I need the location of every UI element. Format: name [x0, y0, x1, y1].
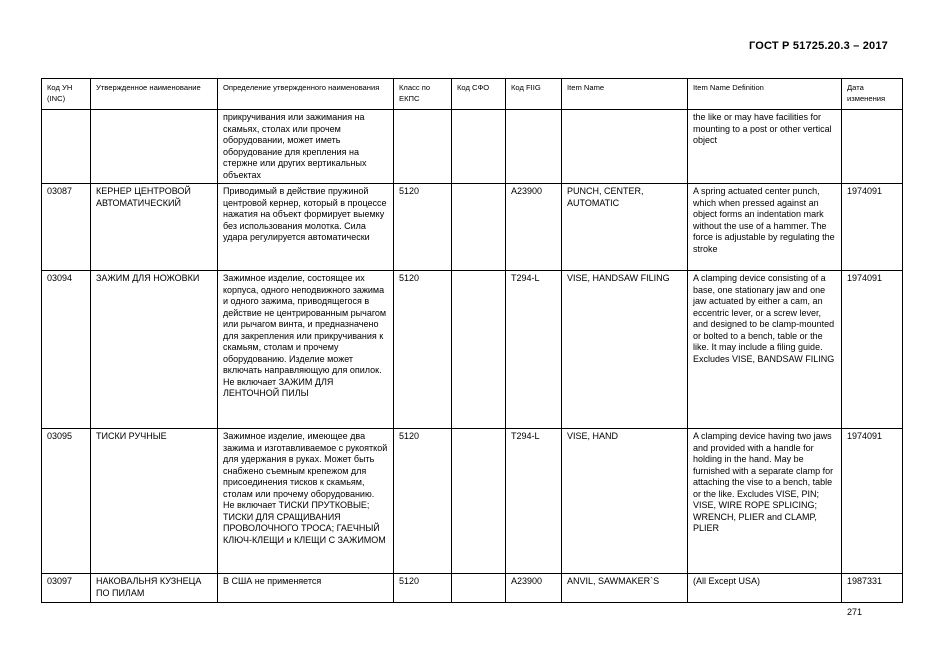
cell-sfo: [452, 184, 506, 271]
cell-date: 1974091: [842, 429, 903, 574]
cell-definition-ru: Зажимное изделие, имеющее два зажима и изготавливаемое с рукояткой для удержания в руках. Может быть снабжено съемным крепежом для присоединения тисков к скамьям, столам или прочему оборудованию. Не включает ТИСКИ ПРУТКОВЫЕ; ТИСКИ ДЛЯ СРАЩИВАНИЯ ПРОВОЛОЧНОГО ТРОСА; ГАЕЧНЫЙ КЛЮЧ-КЛЕЩИ и КЛЕЩИ С ЗАЖИМОМ: [218, 429, 394, 574]
cell-definition-ru: Зажимное изделие, состоящее их корпуса, одного неподвижного зажима и одного зажима, приводящегося в действие не центрированным рычагом или рычагом винта, и предназначено для закрепления или прикручивания к скамьям, столам и прочему оборудованию. Изделие может включать направляющую для опилок. Не включает ЗАЖИМ ДЛЯ ЛЕНТОЧНОЙ ПИЛЫ: [218, 271, 394, 429]
catalog-table: [41, 78, 903, 603]
cell-date: 1974091: [842, 271, 903, 429]
page-number: 271: [847, 607, 863, 617]
col-header-name-ru: Утвержденное наименование: [91, 79, 218, 110]
cell-date: 1974091: [842, 184, 903, 271]
cell-sfo: [452, 429, 506, 574]
cell-sfo: [452, 574, 506, 603]
cell-name-ru: ТИСКИ РУЧНЫЕ: [91, 429, 218, 574]
table-header-row: [42, 79, 903, 110]
cell-code: 03097: [42, 574, 91, 603]
cell-item-name: ANVIL, SAWMAKER`S: [562, 574, 688, 603]
cell-ekps: [394, 110, 452, 184]
cell-sfo: [452, 271, 506, 429]
cell-definition-ru: В США не применяется: [218, 574, 394, 603]
col-header-date: Дата изменения: [842, 79, 903, 110]
table-row: [42, 271, 903, 429]
cell-item-name: PUNCH, CENTER, AUTOMATIC: [562, 184, 688, 271]
cell-ekps: 5120: [394, 184, 452, 271]
cell-ekps: 5120: [394, 271, 452, 429]
cell-definition-ru: Приводимый в действие пружиной центровой кернер, который в процессе нажатия на объект формирует выемку без использования молотка. Сила удара регулируется автоматически: [218, 184, 394, 271]
cell-fiig: T294-L: [506, 271, 562, 429]
cell-name-ru: НАКОВАЛЬНЯ КУЗНЕЦА ПО ПИЛАМ: [91, 574, 218, 603]
cell-name-ru: КЕРНЕР ЦЕНТРОВОЙ АВТОМАТИЧЕСКИЙ: [91, 184, 218, 271]
cell-sfo: [452, 110, 506, 184]
cell-code: 03094: [42, 271, 91, 429]
cell-code: [42, 110, 91, 184]
cell-fiig: A23900: [506, 574, 562, 603]
cell-item-definition: A clamping device consisting of a base, one stationary jaw and one jaw actuated by either a cam, an eccentric lever, or a screw lever, and designed to be clamp-mounted or bolted to a bench, table or the like. It may include a filing guide. Excludes VISE, BANDSAW FILING: [688, 271, 842, 429]
cell-date: 1987331: [842, 574, 903, 603]
cell-item-name: [562, 110, 688, 184]
cell-definition-ru: прикручивания или зажимания на скамьях, столах или прочем оборудовании, может иметь оборудование для крепления на стержне или других вертикальных объектах: [218, 110, 394, 184]
col-header-definition-ru: Определение утвержденного наименования: [218, 79, 394, 110]
col-header-ekps: Класс по ЕКПС: [394, 79, 452, 110]
cell-fiig: A23900: [506, 184, 562, 271]
cell-code: 03087: [42, 184, 91, 271]
cell-name-ru: [91, 110, 218, 184]
col-header-item-definition: Item Name Definition: [688, 79, 842, 110]
cell-date: [842, 110, 903, 184]
col-header-sfo: Код СФО: [452, 79, 506, 110]
cell-fiig: [506, 110, 562, 184]
document-standard-title: ГОСТ Р 51725.20.3 – 2017: [748, 40, 888, 52]
table-row: [42, 429, 903, 574]
cell-ekps: 5120: [394, 574, 452, 603]
cell-item-name: VISE, HANDSAW FILING: [562, 271, 688, 429]
cell-fiig: T294-L: [506, 429, 562, 574]
cell-ekps: 5120: [394, 429, 452, 574]
col-header-code: Код УН (INC): [42, 79, 91, 110]
cell-item-definition: A spring actuated center punch, which when pressed against an object forms an indentation mark without the use of a hammer. The force is adjustable by regulating the stroke: [688, 184, 842, 271]
col-header-fiig: Код FIIG: [506, 79, 562, 110]
cell-item-name: VISE, HAND: [562, 429, 688, 574]
table-row: [42, 110, 903, 184]
cell-item-definition: the like or may have facilities for mounting to a post or other vertical object: [688, 110, 842, 184]
cell-item-definition: A clamping device having two jaws and provided with a handle for holding in the hand. May be furnished with a separate clamp for attaching the vise to a bench, table or the like. Excludes VISE, PIN; VISE, WIRE ROPE SPLICING; WRENCH, PLIER and CLAMP, PLIER: [688, 429, 842, 574]
table-row: [42, 574, 903, 603]
table-row: [42, 184, 903, 271]
cell-item-definition: (All Except USA): [688, 574, 842, 603]
col-header-item-name: Item Name: [562, 79, 688, 110]
cell-name-ru: ЗАЖИМ ДЛЯ НОЖОВКИ: [91, 271, 218, 429]
cell-code: 03095: [42, 429, 91, 574]
